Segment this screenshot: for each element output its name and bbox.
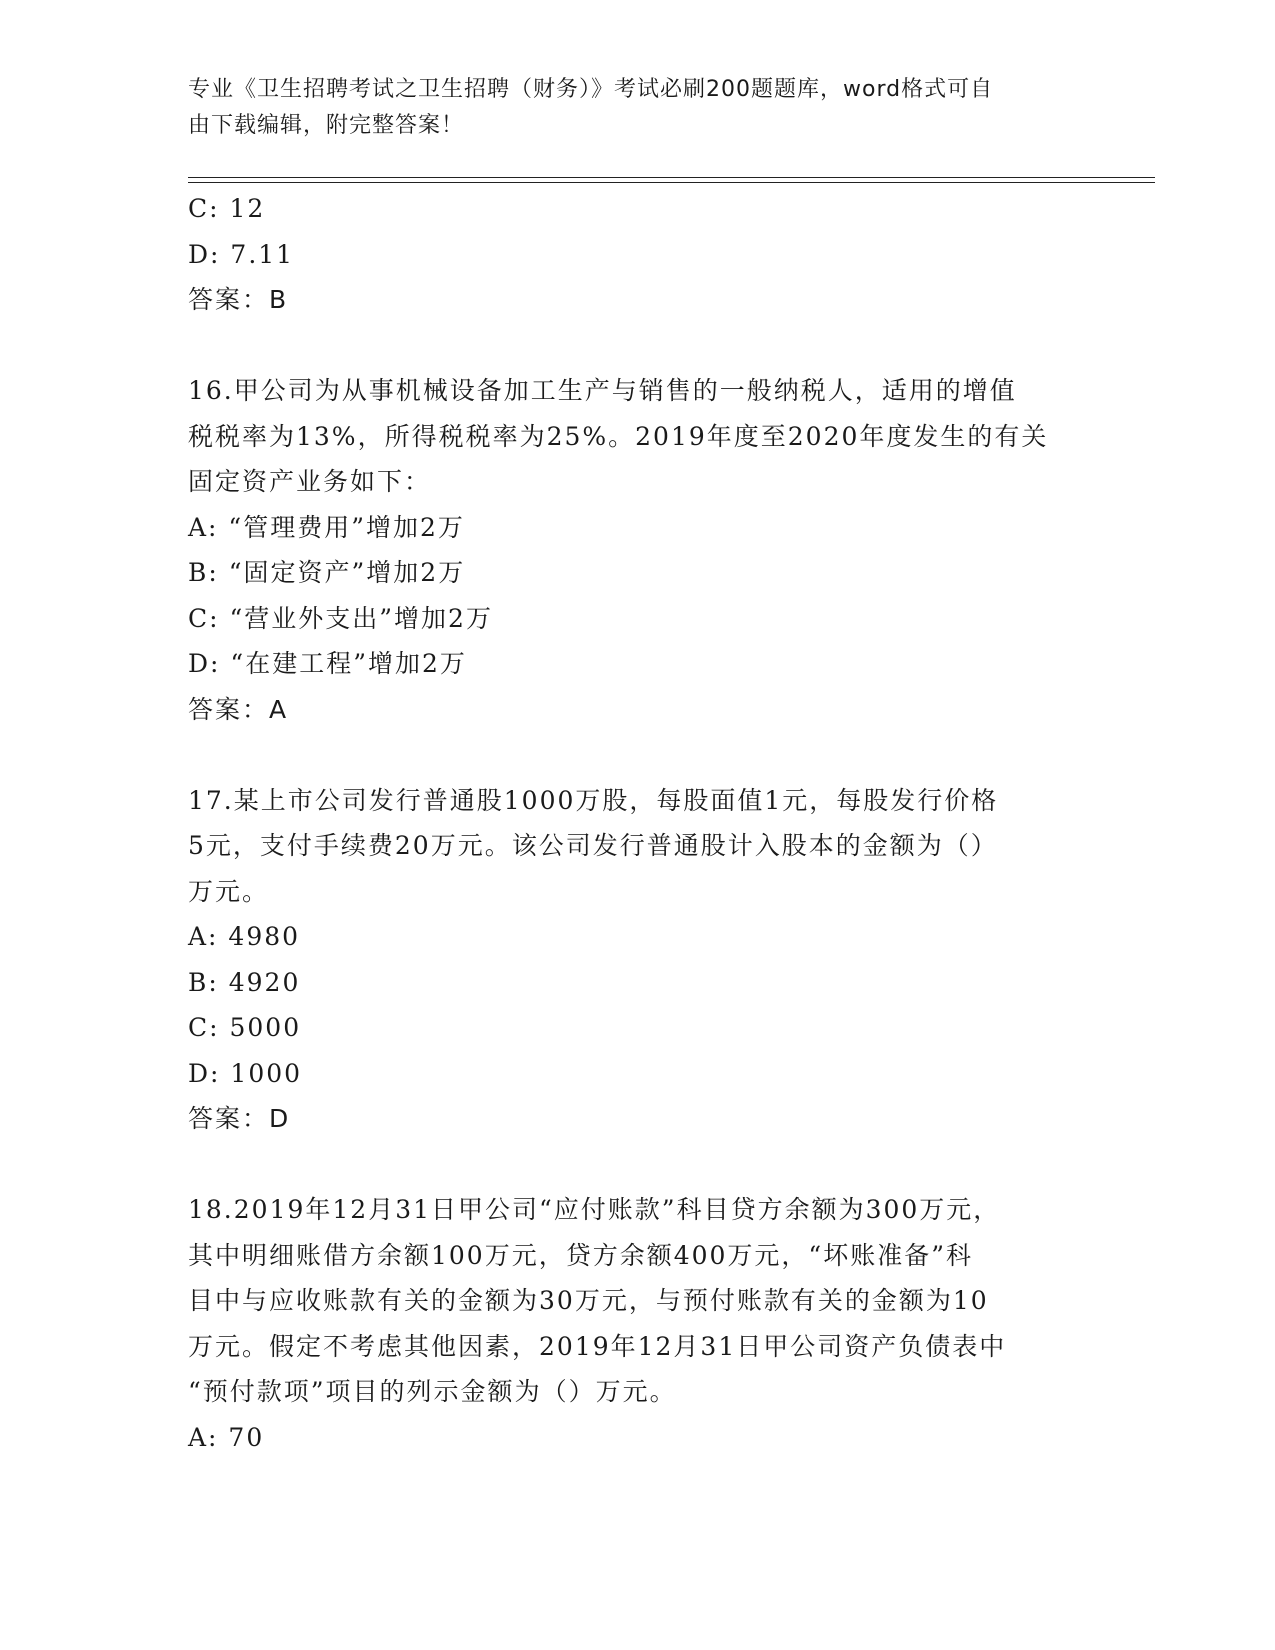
answer-line: 答案：D (188, 1104, 291, 1133)
option-c: C: “营业外支出”增加2万 (188, 603, 493, 633)
header-line-2: 由下载编辑，附完整答案！ (188, 113, 465, 138)
question-stem-line: 16.甲公司为从事机械设备加工生产与销售的一般纳税人，适用的增值 (188, 376, 1017, 405)
question-stem-line: 万元。假定不考虑其他因素，2019年12月31日甲公司资产负债表中 (188, 1331, 1007, 1361)
question-block-18 (188, 1187, 1088, 1460)
option-d: D: “在建工程”增加2万 (188, 649, 467, 678)
question-stem-line: 17.某上市公司发行普通股1000万股，每股面值1元，每股发行价格 (188, 785, 999, 815)
option-a: A: 4980 (188, 922, 301, 951)
document-header (188, 72, 1068, 144)
header-line-1: 专业《卫生招聘考试之卫生招聘（财务）》考试必刷200题题库，word格式可自 (188, 77, 994, 102)
option-a: A: “管理费用”增加2万 (188, 512, 465, 542)
question-stem-line: 5元，支付手续费20万元。该公司发行普通股计入股本的金额为（） (188, 831, 998, 860)
spacer (188, 1142, 1088, 1188)
option-d: D: 1000 (188, 1058, 303, 1088)
answer-line: 答案：B (188, 285, 289, 314)
option-d: D: 7.11 (188, 239, 295, 269)
question-block-15-tail (188, 186, 1088, 323)
question-stem-line: 万元。 (188, 876, 270, 906)
spacer (188, 323, 1088, 369)
answer-line: 答案：A (188, 694, 289, 724)
option-c: C: 5000 (188, 1013, 302, 1042)
question-stem-line: 税税率为13%，所得税税率为25%。2019年度至2020年度发生的有关 (188, 421, 1049, 451)
question-block-17 (188, 778, 1088, 1142)
question-stem-line: 固定资产业务如下： (188, 467, 432, 496)
option-a: A: 70 (188, 1422, 265, 1452)
option-c: C: 12 (188, 194, 266, 223)
header-divider-top (188, 177, 1155, 178)
question-stem-line: 目中与应收账款有关的金额为30万元，与预付账款有关的金额为10 (188, 1286, 989, 1315)
option-b: B: 4920 (188, 967, 301, 997)
spacer (188, 732, 1088, 778)
question-stem-line: “预付款项”项目的列示金额为（）万元。 (188, 1377, 677, 1406)
header-divider-bottom (188, 182, 1155, 183)
document-body (188, 186, 1088, 1460)
question-block-16 (188, 368, 1088, 732)
question-stem-line: 18.2019年12月31日甲公司“应付账款”科目贷方余额为300万元， (188, 1195, 1001, 1224)
option-b: B: “固定资产”增加2万 (188, 558, 466, 587)
question-stem-line: 其中明细账借方余额100万元，贷方余额400万元，“坏账准备”科 (188, 1240, 973, 1270)
